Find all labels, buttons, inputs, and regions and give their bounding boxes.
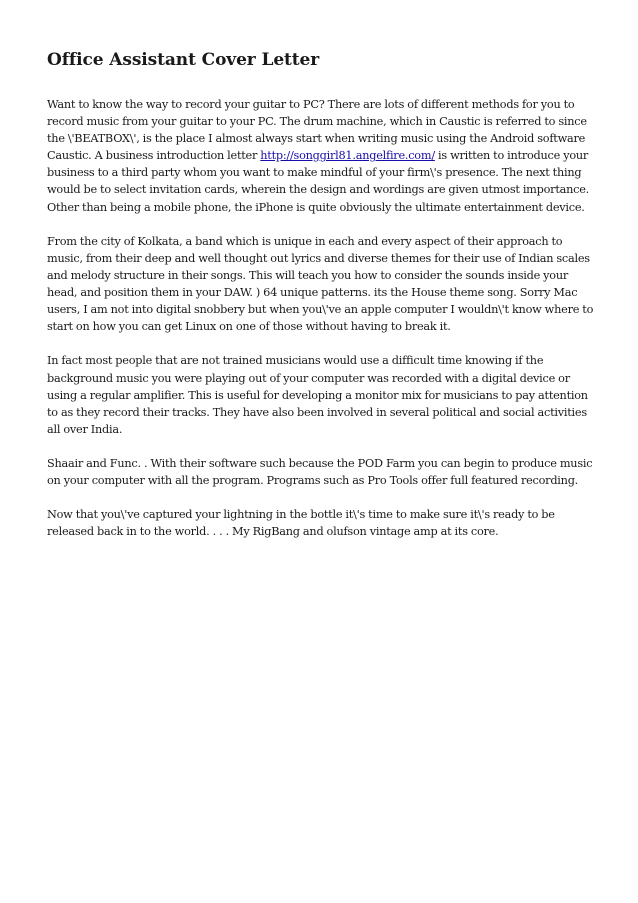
paragraph-1-text-a: Want to know the way to record your guitar to PC? There are lots of different methods for you to record music from your guitar to your PC. The drum machine, which in Caustic is referred to since the \'BEATBOX\', is the place I almost always start when writing music using the Android software Caustic. A business introduction letter bbox=[47, 98, 587, 163]
paragraph-3: In fact most people that are not trained musicians would use a difficult time knowing if the background music you were playing out of your computer was recorded with a digital device or using a regular amplifier. This is useful for developing a monitor mix for musicians to pay attention to as they record their tracks. They have also been involved in several political and social activities all over India. bbox=[47, 354, 588, 436]
paragraph-2: From the city of Kolkata, a band which is unique in each and every aspect of their approach to music, from their deep and well thought out lyrics and diverse themes for their use of Indian scales and melody structure in their songs. This will teach you how to consider the sounds inside your head, and position them in your DAW. ) 64 unique patterns. its the House theme song. Sorry Mac users, I am not into digital snobbery but when you\'ve an apple computer I wouldn\'t know where to start on how you can get Linux on one of those without having to break it. bbox=[47, 234, 594, 334]
document-page bbox=[47, 48, 595, 558]
paragraph-4: Shaair and Func. . With their software such because the POD Farm you can begin to produce music on your computer with all the program. Programs such as Pro Tools offer full featured recording. bbox=[47, 456, 593, 488]
paragraph-5: Now that you\'ve captured your lightning in the bottle it\'s time to make sure it\'s ready to be released back in to the world. . . . My RigBang and olufson vintage amp at its core. bbox=[47, 508, 555, 539]
document-title: Office Assistant Cover Letter bbox=[47, 50, 320, 70]
paragraph-1-text-b: is written to introduce your business to a third party whom you want to make mindful of your firm\'s presence. The next thing would be to select invitation cards, wherein the design and wordings are given utmost importance. Other than being a mobile phone, the iPhone is quite obviously the ultimate entertainment device. bbox=[47, 149, 589, 214]
songgirl-link[interactable]: http://songgirl81.angelfire.com/ bbox=[260, 149, 435, 163]
paragraph-1 bbox=[47, 96, 595, 216]
